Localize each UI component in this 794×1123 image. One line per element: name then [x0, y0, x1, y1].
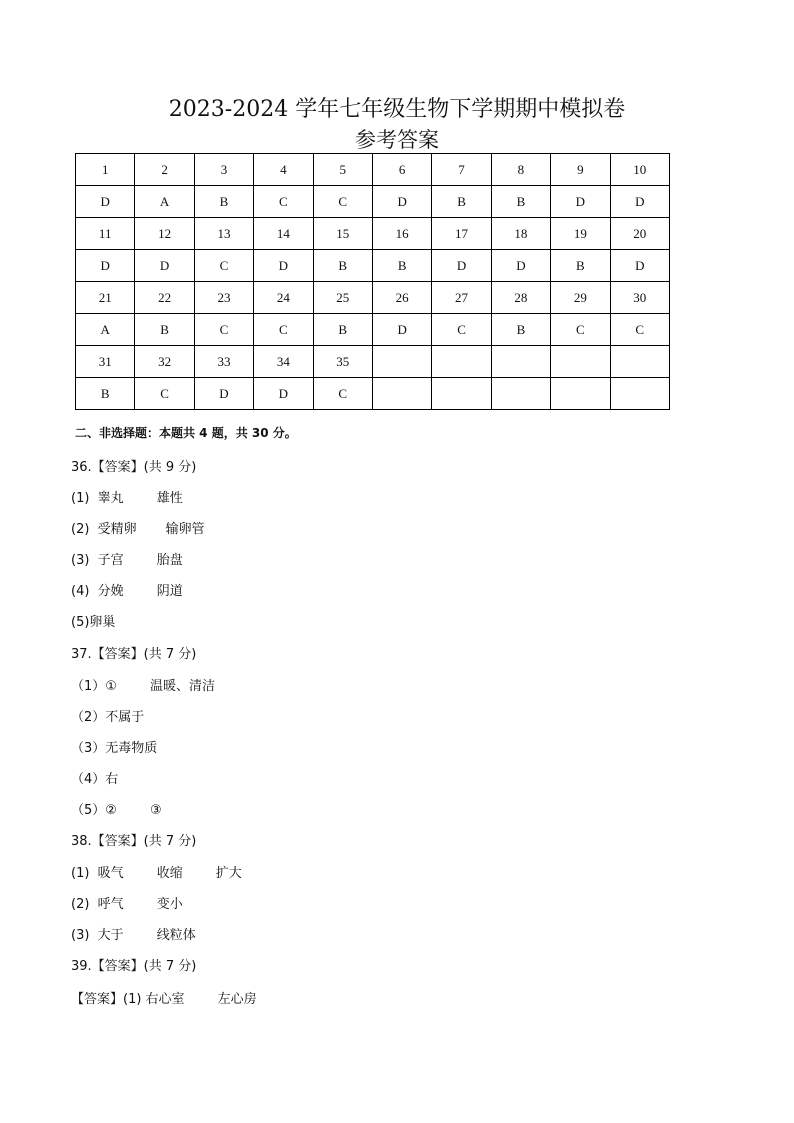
- answer-row: [76, 186, 670, 218]
- question-number-row: [76, 346, 670, 378]
- question-number-cell: 5: [313, 154, 372, 186]
- question-number-cell: 32: [135, 346, 194, 378]
- answer-cell: A: [135, 186, 194, 218]
- answer-cell: [491, 378, 550, 410]
- answer-row: [76, 378, 670, 410]
- answer-cell: B: [372, 250, 431, 282]
- q39-answer-1: 【答案】(1) 右心室 左心房: [71, 992, 257, 1007]
- answer-cell: C: [610, 314, 669, 346]
- answer-cell: C: [135, 378, 194, 410]
- question-number-cell: 19: [551, 218, 610, 250]
- q38-header: 38.【答案】(共 7 分): [71, 834, 197, 849]
- question-number-cell: 14: [254, 218, 313, 250]
- question-number-cell: 28: [491, 282, 550, 314]
- answer-table: [75, 153, 670, 410]
- question-number-row: [76, 282, 670, 314]
- question-number-cell: 17: [432, 218, 491, 250]
- answer-cell: B: [313, 314, 372, 346]
- answer-cell: D: [254, 250, 313, 282]
- q37-answer-5: （5）② ③: [71, 803, 162, 818]
- question-number-cell: 11: [76, 218, 135, 250]
- q36-answer-1: (1) 睾丸 雄性: [71, 491, 183, 506]
- q38-answer-3: (3) 大于 线粒体: [71, 928, 196, 943]
- answer-cell: D: [610, 250, 669, 282]
- question-number-cell: 22: [135, 282, 194, 314]
- question-number-cell: 4: [254, 154, 313, 186]
- answer-cell: B: [432, 186, 491, 218]
- q37-answer-1: （1）① 温暖、清洁: [71, 679, 215, 694]
- question-number-cell: 26: [372, 282, 431, 314]
- answer-cell: B: [313, 250, 372, 282]
- question-number-cell: 16: [372, 218, 431, 250]
- question-number-cell: [491, 346, 550, 378]
- answer-cell: B: [491, 314, 550, 346]
- question-number-cell: 31: [76, 346, 135, 378]
- answer-cell: B: [551, 250, 610, 282]
- q36-answer-2: (2) 受精卵 输卵管: [71, 522, 205, 537]
- answer-cell: D: [76, 250, 135, 282]
- answer-cell: D: [372, 314, 431, 346]
- page-subtitle: 参考答案: [355, 128, 439, 152]
- q39-header: 39.【答案】(共 7 分): [71, 959, 197, 974]
- question-number-cell: 7: [432, 154, 491, 186]
- question-number-cell: 8: [491, 154, 550, 186]
- answer-cell: [432, 378, 491, 410]
- question-number-cell: 10: [610, 154, 669, 186]
- question-number-row: [76, 218, 670, 250]
- question-number-cell: 35: [313, 346, 372, 378]
- answer-cell: A: [76, 314, 135, 346]
- question-number-cell: [610, 346, 669, 378]
- answer-cell: D: [491, 250, 550, 282]
- question-number-cell: 6: [372, 154, 431, 186]
- question-number-cell: 9: [551, 154, 610, 186]
- page-title: 2023-2024 学年七年级生物下学期期中模拟卷: [168, 97, 626, 122]
- answer-row: [76, 250, 670, 282]
- question-number-cell: 12: [135, 218, 194, 250]
- answer-cell: D: [76, 186, 135, 218]
- question-number-cell: [372, 346, 431, 378]
- question-number-cell: 18: [491, 218, 550, 250]
- answer-cell: C: [194, 250, 253, 282]
- question-number-cell: 2: [135, 154, 194, 186]
- q36-answer-3: (3) 子宫 胎盘: [71, 553, 183, 568]
- q37-answer-2: （2）不属于: [71, 710, 145, 725]
- answer-cell: D: [610, 186, 669, 218]
- answer-cell: D: [254, 378, 313, 410]
- q38-answer-1: (1) 吸气 收缩 扩大: [71, 866, 242, 881]
- q37-header: 37.【答案】(共 7 分): [71, 647, 197, 662]
- answer-cell: D: [551, 186, 610, 218]
- q37-answer-4: （4）右: [71, 772, 119, 787]
- question-number-cell: 29: [551, 282, 610, 314]
- q38-answer-2: (2) 呼气 变小: [71, 897, 183, 912]
- answer-table-body: [76, 154, 670, 410]
- q36-answer-4: (4) 分娩 阴道: [71, 584, 183, 599]
- question-number-cell: 34: [254, 346, 313, 378]
- answer-cell: [610, 378, 669, 410]
- answer-cell: C: [254, 186, 313, 218]
- answer-cell: C: [194, 314, 253, 346]
- q36-answer-5: (5)卵巢: [71, 615, 116, 630]
- question-number-row: [76, 154, 670, 186]
- q37-answer-3: （3）无毒物质: [71, 741, 158, 756]
- question-number-cell: 30: [610, 282, 669, 314]
- question-number-cell: 21: [76, 282, 135, 314]
- answer-cell: D: [135, 250, 194, 282]
- answer-cell: C: [432, 314, 491, 346]
- question-number-cell: [432, 346, 491, 378]
- question-number-cell: 25: [313, 282, 372, 314]
- answer-cell: C: [313, 186, 372, 218]
- question-number-cell: 3: [194, 154, 253, 186]
- question-number-cell: 24: [254, 282, 313, 314]
- question-number-cell: 20: [610, 218, 669, 250]
- answer-cell: D: [432, 250, 491, 282]
- answer-cell: B: [76, 378, 135, 410]
- question-number-cell: 23: [194, 282, 253, 314]
- answer-cell: C: [254, 314, 313, 346]
- question-number-cell: 1: [76, 154, 135, 186]
- answer-cell: C: [551, 314, 610, 346]
- answer-cell: [551, 378, 610, 410]
- question-number-cell: 13: [194, 218, 253, 250]
- answer-cell: D: [372, 186, 431, 218]
- question-number-cell: 33: [194, 346, 253, 378]
- question-number-cell: 15: [313, 218, 372, 250]
- answer-cell: D: [194, 378, 253, 410]
- q36-header: 36.【答案】(共 9 分): [71, 460, 197, 475]
- section-heading: 二、非选择题：本题共 4 题，共 30 分。: [75, 426, 297, 440]
- answer-cell: B: [194, 186, 253, 218]
- question-number-cell: [551, 346, 610, 378]
- answer-row: [76, 314, 670, 346]
- answer-cell: C: [313, 378, 372, 410]
- question-number-cell: 27: [432, 282, 491, 314]
- answer-cell: B: [491, 186, 550, 218]
- answer-cell: B: [135, 314, 194, 346]
- answer-cell: [372, 378, 431, 410]
